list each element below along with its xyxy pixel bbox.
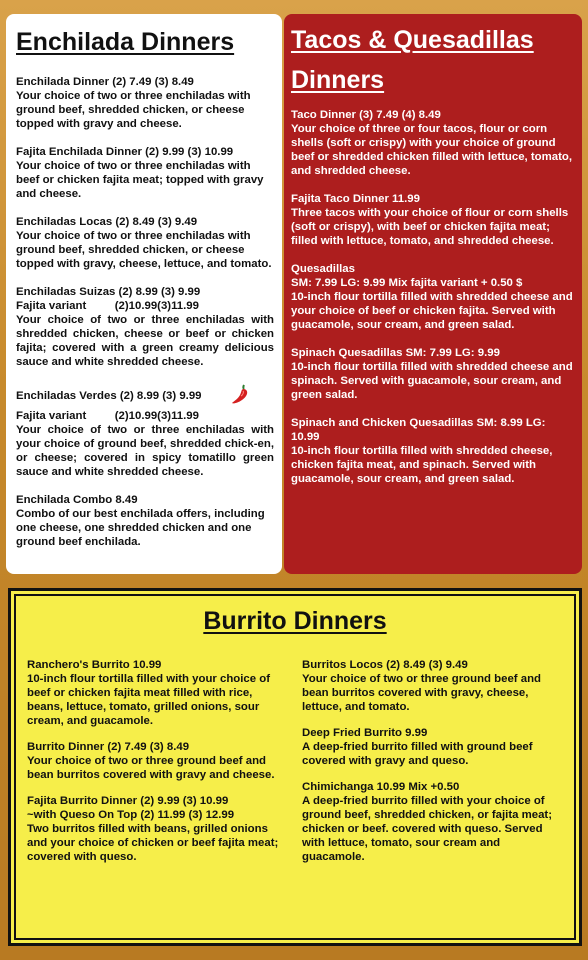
item-desc: Your choice of two or three enchiladas with shredded chicken, cheese or beef or chicken fajita; covered with a green creamy delicious sauce and white shredded cheese. [16, 314, 274, 368]
menu-item [16, 215, 274, 271]
item-desc: Your choice of two or three ground beef and bean burritos covered with gravy, cheese, lettuce, and tomato. [302, 673, 542, 713]
menu-item [291, 192, 576, 248]
menu-item [302, 780, 563, 864]
menu-item [16, 493, 274, 549]
item-desc: 10-inch flour tortilla filled with your choice of beef or chicken fajita meat filled with rice, beans, lettuce, tomato, grilled onions, sour cream, and guacamole. [27, 673, 271, 727]
item-name: Quesadillas [291, 263, 355, 275]
chili-pepper-icon [230, 383, 250, 409]
menu-item [16, 75, 274, 131]
item-desc: Your choice of two or three enchiladas with ground beef, shredded chicken, or cheese topped with gravy and cheese. [16, 90, 251, 130]
item-desc: A deep-fried burrito filled with ground beef covered with gravy and queso. [302, 741, 533, 767]
menu-item [302, 726, 563, 768]
item-name: Taco Dinner (3) 7.49 (4) 8.49 [291, 109, 441, 121]
item-desc: 10-inch flour tortilla filled with shredded cheese and spinach. Served with guacamole, sour cream, and green salad. [291, 361, 573, 401]
menu-item [16, 383, 274, 479]
item-name: Enchilada Combo 8.49 [16, 494, 138, 506]
enchilada-panel [6, 14, 282, 574]
tacos-quesadillas-panel [284, 14, 582, 574]
menu-item [27, 794, 288, 864]
item-name: Enchiladas Locas (2) 8.49 (3) 9.49 [16, 216, 198, 228]
item-name: Spinach and Chicken Quesadillas SM: 8.99 LG: 10.99 [291, 417, 546, 443]
menu-item [27, 740, 288, 782]
item-name: Fajita Taco Dinner 11.99 [291, 193, 420, 205]
item-name: Deep Fried Burrito 9.99 [302, 727, 428, 739]
item-variant: Fajita variant (2)10.99(3)11.99 [16, 300, 199, 312]
item-name: Burritos Locos (2) 8.49 (3) 9.49 [302, 659, 468, 671]
item-desc: Combo of our best enchilada offers, including one cheese, one shredded chicken and one ground beef enchilada. [16, 508, 265, 548]
burrito-column-right [302, 658, 563, 876]
tacos-title-line1: Tacos & Quesadillas [291, 26, 534, 54]
item-name: Fajita Enchilada Dinner (2) 9.99 (3) 10.99 [16, 146, 234, 158]
item-desc: Your choice of three or four tacos, flour or corn shells (soft or crispy) with your choice of ground beef or shredded chicken filled with lettuce, tomato, and shredded cheese. [291, 123, 573, 177]
item-desc: 10-inch flour tortilla filled with shredded cheese, chicken fajita meat, and spinach. Served with guacamole, sour cream, and green salad. [291, 445, 553, 485]
item-name: Enchiladas Verdes (2) 8.99 (3) 9.99 [16, 390, 202, 403]
menu-item [291, 262, 576, 332]
item-name: Burrito Dinner (2) 7.49 (3) 8.49 [27, 741, 190, 753]
menu-item [291, 108, 576, 178]
item-desc: Two burritos filled with beans, grilled onions and your choice of chicken or beef fajita meat; covered with queso. [27, 823, 279, 863]
tacos-title [291, 20, 576, 100]
menu-item [302, 658, 563, 714]
item-desc: A deep-fried burrito filled with your choice of ground beef, shredded chicken, or fajita meat; chicken or beef. covered with queso. Served with lettuce, tomato, sour cream and guacamole. [302, 795, 553, 863]
item-desc: Your choice of two or three enchiladas with beef or chicken fajita meat; topped with gravy and cheese. [16, 160, 264, 200]
item-variant: SM: 7.99 LG: 9.99 Mix fajita variant + 0.50 $ [291, 277, 523, 289]
item-name: Enchilada Dinner (2) 7.49 (3) 8.49 [16, 76, 194, 88]
item-name: Enchiladas Suizas (2) 8.99 (3) 9.99 [16, 286, 201, 298]
item-name: Chimichanga 10.99 Mix +0.50 [302, 781, 460, 793]
item-variant: Fajita variant (2)10.99(3)11.99 [16, 410, 199, 422]
item-name: Spinach Quesadillas SM: 7.99 LG: 9.99 [291, 347, 500, 359]
item-name: Fajita Burrito Dinner (2) 9.99 (3) 10.99 [27, 795, 229, 807]
menu-item [291, 346, 576, 402]
item-desc: 10-inch flour tortilla filled with shredded cheese and your choice of beef or chicken fajita. Served with guacamole, sour cream, and green salad. [291, 291, 573, 331]
burrito-column-left [27, 658, 288, 876]
item-desc: Your choice of two or three enchiladas with ground beef, shredded chicken, or cheese topped with gravy, cheese, lettuce, and tomato. [16, 230, 272, 270]
tacos-title-line2: Dinners [291, 66, 385, 94]
item-desc: Your choice of two or three enchiladas with your choice of ground beef, shredded chick-en, or cheese; covered in spicy tomatillo green sauce and white shredded cheese. [16, 424, 274, 478]
enchilada-title: Enchilada Dinners [16, 28, 235, 56]
burrito-panel [8, 588, 582, 946]
item-name: Ranchero's Burrito 10.99 [27, 659, 162, 671]
menu-item [291, 416, 576, 486]
item-desc: Your choice of two or three ground beef and bean burritos covered with gravy and cheese. [27, 755, 275, 781]
menu-item [16, 145, 274, 201]
burrito-title: Burrito Dinners [203, 607, 387, 635]
menu-item [27, 658, 288, 728]
menu-item [16, 285, 274, 369]
item-variant: ~with Queso On Top (2) 11.99 (3) 12.99 [27, 809, 235, 821]
item-desc: Three tacos with your choice of flour or corn shells (soft or crispy), with beef or chicken fajita meat; filled with lettuce, tomato, and shredded cheese. [291, 207, 569, 247]
